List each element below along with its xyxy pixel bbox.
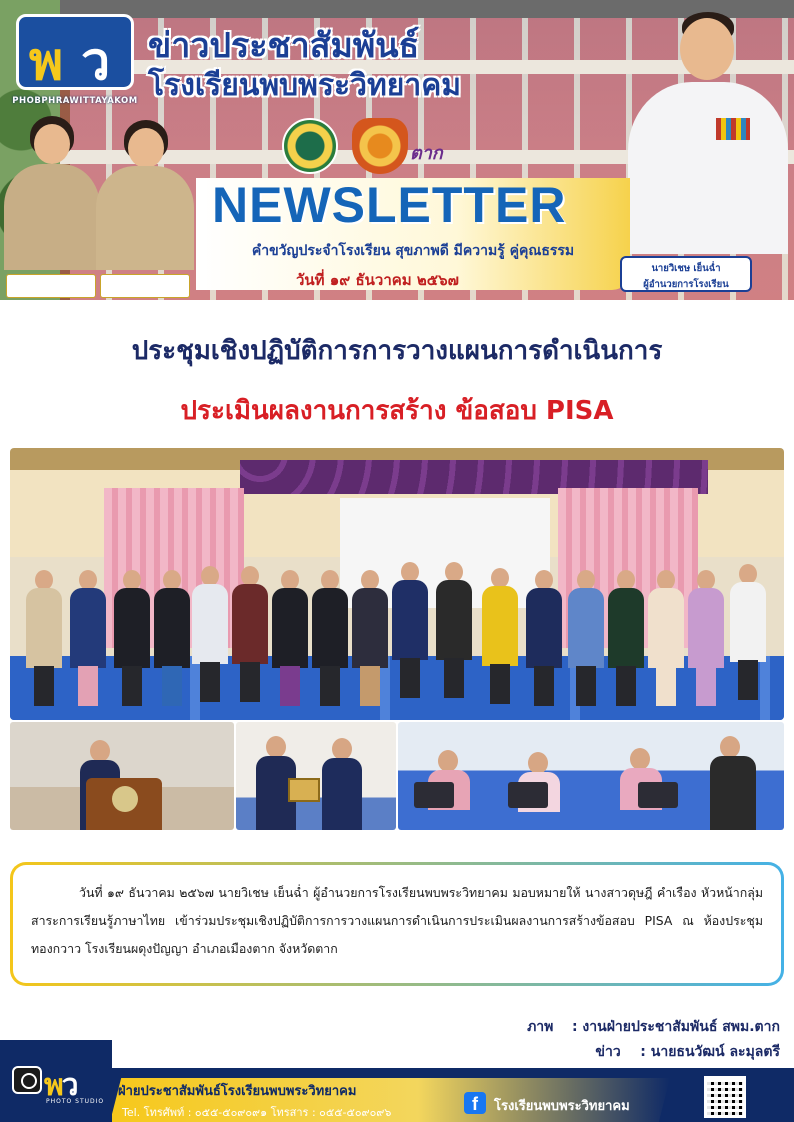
staff-caption [6,274,96,298]
staff-photo [0,116,100,270]
group-photo [10,448,784,720]
office-seal-icon [282,118,338,174]
issue-date: วันที่ ๑๙ ธันวาคม ๒๕๖๗ [296,271,459,289]
photo-studio-label: PHOTO STUDIO [46,1098,105,1105]
laptop [508,782,548,808]
footer-logo-letter: ว [61,1068,77,1103]
director-name: นายวิเชษ เย็นฉ่ำ [651,263,721,274]
certificate-photo [236,722,396,830]
headline-line2: ประเมินผลงานการสร้าง ข้อสอบ PISA [180,396,614,426]
header-title: ข่าวประชาสัมพันธ์ [148,26,420,66]
photo-credit [527,1016,780,1038]
tak-logo-text: ตาก [410,143,443,164]
photo-credit-label: ภาพ [527,1019,554,1035]
logo-letter: พ [29,32,64,92]
camera-icon [12,1066,42,1094]
facebook-icon[interactable]: f [464,1092,486,1114]
logo-subtitle: PHOBPHRAWITTAYAKOM [12,96,138,106]
facebook-page-link[interactable]: โรงเรียนพบพระวิทยาคม [494,1099,630,1114]
director-caption [620,256,752,292]
school-logo [16,14,134,90]
obec-seal-icon [352,118,408,174]
podium-seal-icon [112,786,138,812]
article-box-inner [13,865,781,983]
footer-department: ฝ่ายประชาสัมพันธ์โรงเรียนพบพระวิทยาคม [118,1084,357,1099]
photo-credit-value: : งานฝ่ายประชาสัมพันธ์ สพม.ตาก [571,1019,780,1035]
staff-caption [100,274,190,298]
school-motto: คำขวัญประจำโรงเรียน สุขภาพดี มีความรู้ คู่คุณธรรม [251,243,575,259]
news-credit-value: : นายธนวัฒน์ ละมุลตรี [640,1044,780,1060]
newsletter-header [0,0,794,300]
director-photo [624,4,790,254]
headline-line1: ประชุมเชิงปฏิบัติการการวางแผนการดำเนินการ [131,336,663,366]
footer-telephone: Tel. โทรศัพท์ : ๐๕๕-๕๐๙๐๙๑ โทรสาร : ๐๕๕-๕๐๙๐๙๖ [122,1106,392,1119]
certificate [288,778,320,802]
newsletter-wordmark: NEWSLETTER [212,177,567,233]
speaker-photo [10,722,234,830]
tak-logo-icon [410,118,474,174]
director-role: ผู้อำนวยการโรงเรียน [643,279,729,290]
article-box [10,862,784,986]
laptop [414,782,454,808]
qr-code-icon[interactable] [704,1076,746,1118]
workshop-photo [398,722,784,830]
news-credit [595,1041,780,1063]
news-credit-label: ข่าว [595,1044,621,1060]
laptop [638,782,678,808]
article-paragraph: วันที่ ๑๙ ธันวาคม ๒๕๖๗ นายวิเชษ เย็นฉ่ำ ผู้อำนวยการโรงเรียนพบพระวิทยาคม มอบหมายให้ นางสาวดุษฎี คำเรือง หัวหน้ากลุ่มสาระการเรียนรู้ภาษาไทย เข้าร่วมประชุมเชิงปฏิบัติการการวางแผนการดำเนินการประเมินผลงานการสร้างข้อสอบ PISA ณ ห้องประชุมทองกวาว โรงเรียนผดุงปัญญา อำเภอเมืองตาก จังหวัดตาก [31,885,763,956]
logo-letter: ว [81,32,111,92]
school-name: โรงเรียนพบพระวิทยาคม [148,68,462,103]
footer-logo-letter: พ [44,1068,62,1103]
attendees-group [26,518,784,718]
staff-photo [92,120,196,270]
